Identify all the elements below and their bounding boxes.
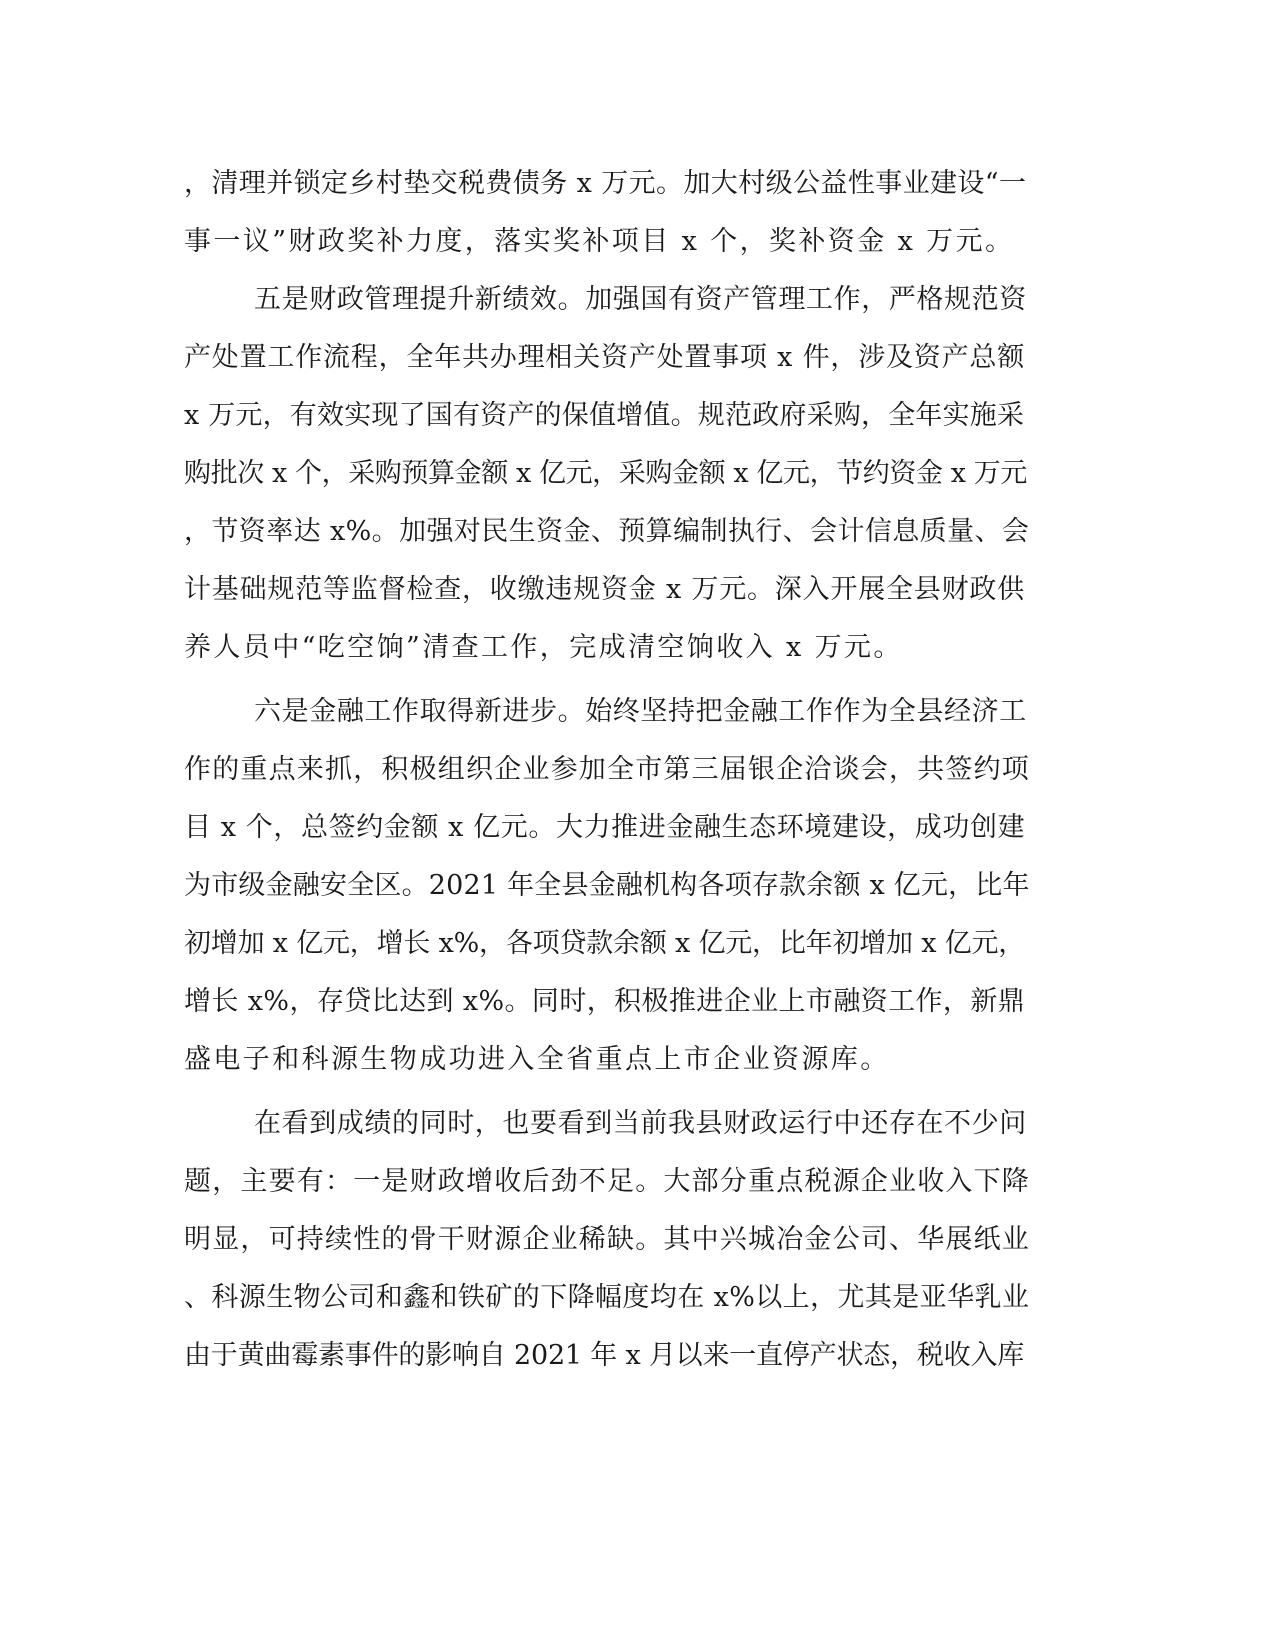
text-line: 养人员中“吃空饷”清查工作，完成清空饷收入 x 万元。	[184, 632, 903, 663]
text-line: 由于黄曲霉素事件的影响自 2021 年 x 月以来一直停产状态，税收入库	[184, 1340, 1025, 1371]
text-line: 购批次 x 个，采购预算金额 x 亿元，采购金额 x 亿元，节约资金 x 万元	[184, 458, 1027, 489]
text-line: 盛电子和科源生物成功进入全省重点上市企业资源库。	[184, 1044, 890, 1075]
text-line: 作的重点来抓，积极组织企业参加全市第三届银企洽谈会，共签约项	[184, 754, 1030, 785]
text-line: 初增加 x 亿元，增长 x%，各项贷款余额 x 亿元，比年初增加 x 亿元，	[184, 928, 1026, 959]
text-line: x 万元，有效实现了国有资产的保值增值。规范政府采购，全年实施采	[184, 400, 1025, 431]
text-line: 为市级金融安全区。2021 年全县金融机构各项存款余额 x 亿元，比年	[184, 870, 1030, 901]
text-line: 增长 x%，存贷比达到 x%。同时，积极推进企业上市融资工作，新鼎	[184, 986, 1026, 1017]
text-line: ，清理并锁定乡村垫交税费债务 x 万元。加大村级公益性事业建设“一	[184, 168, 1027, 199]
text-line: ，节资率达 x%。加强对民生资金、预算编制执行、会计信息质量、会	[184, 516, 1030, 547]
text-line: 、科源生物公司和鑫和铁矿的下降幅度均在 x%以上，尤其是亚华乳业	[184, 1282, 1030, 1313]
text-line: 计基础规范等监督检查，收缴违规资金 x 万元。深入开展全县财政供	[184, 574, 1025, 605]
text-line: 事一议”财政奖补力度，落实奖补项目 x 个，奖补资金 x 万元。	[184, 226, 1015, 257]
text-line: 明显，可持续性的骨干财源企业稀缺。其中兴城冶金公司、华展纸业	[184, 1224, 1030, 1255]
paragraph-start-line: 六是金融工作取得新进步。始终坚持把金融工作作为全县经济工	[254, 696, 1027, 727]
text-line: 产处置工作流程，全年共办理相关资产处置事项 x 件，涉及资产总额	[184, 342, 1025, 373]
text-line: 目 x 个，总签约金额 x 亿元。大力推进金融生态环境建设，成功创建	[184, 812, 1026, 843]
paragraph-start-line: 在看到成绩的同时，也要看到当前我县财政运行中还存在不少问	[254, 1108, 1027, 1139]
text-line: 题，主要有：一是财政增收后劲不足。大部分重点税源企业收入下降	[184, 1166, 1030, 1197]
paragraph-start-line: 五是财政管理提升新绩效。加强国有资产管理工作，严格规范资	[254, 284, 1027, 315]
